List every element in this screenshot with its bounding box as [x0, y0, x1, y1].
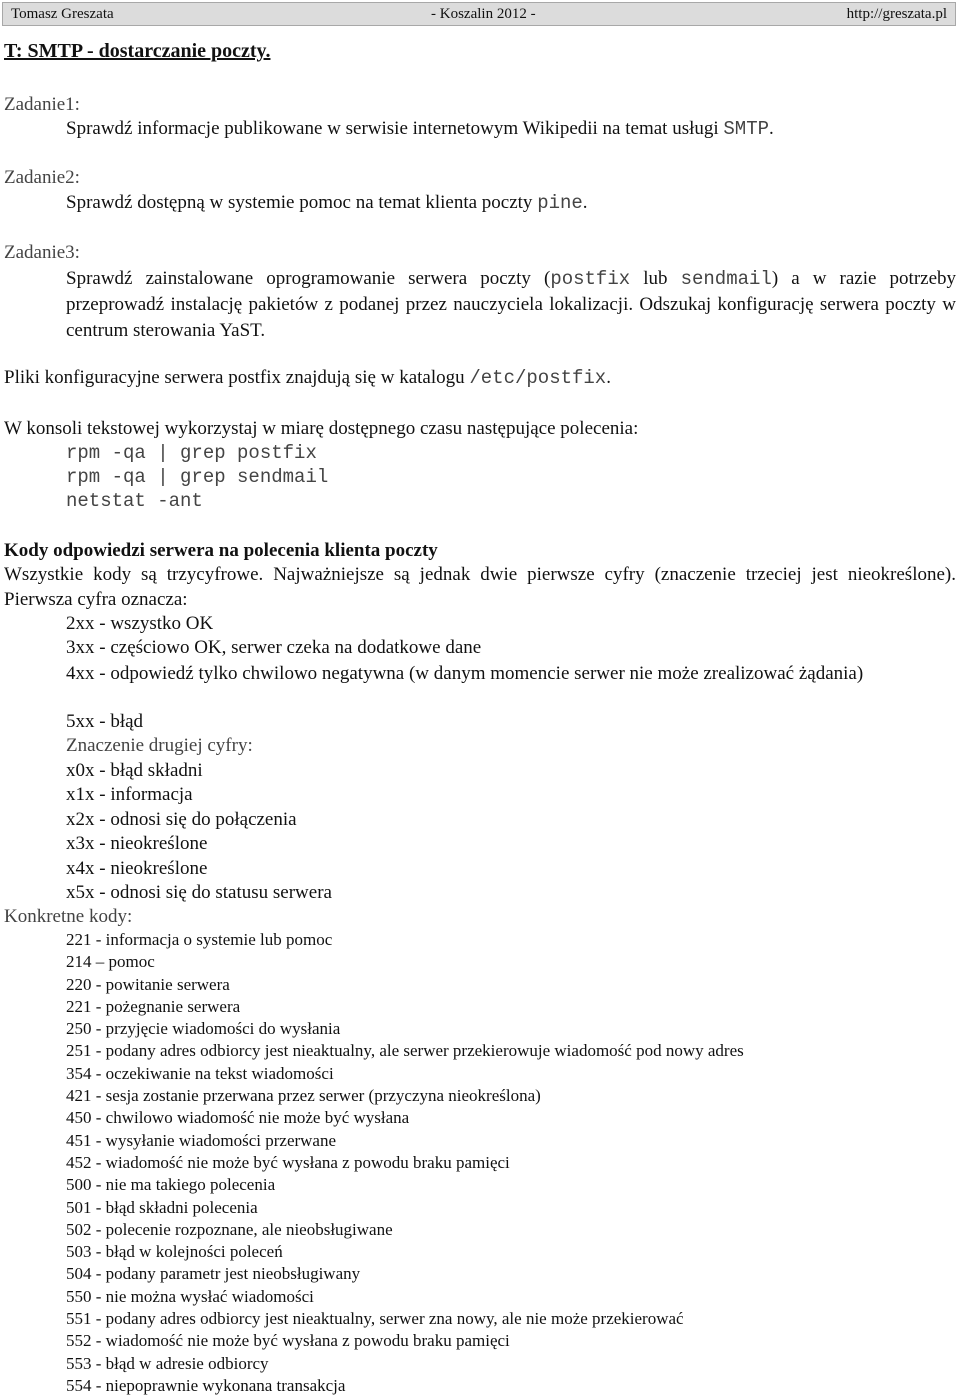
code-item: 502 - polecenie rozpoznane, ale nieobsługiwane	[66, 1219, 393, 1239]
config-text	[4, 367, 611, 389]
console-intro: W konsoli tekstowej wykorzystaj w miarę dostępnego czasu następujące polecenia:	[4, 418, 639, 439]
first-digit-item: 3xx - częściowo OK, serwer czeka na dodatkowe dane	[66, 637, 482, 658]
task3-label: Zadanie3:	[4, 242, 80, 263]
second-digit-item: x3x - nieokreślone	[66, 833, 208, 854]
config-path: /etc/postfix	[469, 367, 607, 389]
task3-code-sendmail: sendmail	[680, 268, 772, 290]
code-item: 251 - podany adres odbiorcy jest nieaktualny, ale serwer przekierowuje wiadomość pod nowy adres	[66, 1041, 744, 1061]
header-author: Tomasz Greszata	[11, 6, 114, 22]
code-item: 220 - powitanie serwera	[66, 974, 230, 994]
second-digit-item: x4x - nieokreślone	[66, 858, 208, 879]
code-item: 450 - chwilowo wiadomość nie może być wysłana	[66, 1108, 410, 1128]
command-1: rpm -qa | grep postfix	[66, 442, 317, 464]
code-item: 501 - błąd składni polecenia	[66, 1197, 258, 1217]
task2-code: pine	[537, 192, 583, 214]
code-item: 503 - błąd w kolejności poleceń	[66, 1242, 283, 1262]
code-item: 250 - przyjęcie wiadomości do wysłania	[66, 1019, 341, 1039]
document-title: T: SMTP - dostarczanie poczty.	[4, 40, 271, 62]
code-item: 354 - oczekiwanie na tekst wiadomości	[66, 1063, 334, 1083]
codes-heading: Kody odpowiedzi serwera na polecenia klienta poczty	[4, 540, 438, 561]
code-item: 221 - informacja o systemie lub pomoc	[66, 930, 333, 949]
specific-codes-heading: Konkretne kody:	[4, 906, 133, 927]
second-digit-item: x1x - informacja	[66, 784, 193, 805]
task3-part2: lub	[630, 268, 681, 289]
task3-text	[66, 266, 956, 344]
task3-part3: ) a w razie potrzeby przeprowadź instalację pakietów z podanej przez nauczyciela lokalizacji. Odszukaj konfigurację serwera poczty w centrum sterowania YaST.	[66, 268, 957, 341]
second-digit-item: x2x - odnosi się do połączenia	[66, 809, 297, 830]
task3-part1: Sprawdź zainstalowane oprogramowanie serwera poczty (	[66, 268, 551, 289]
config-tail: .	[606, 367, 611, 388]
code-item: 554 - niepoprawnie wykonana transakcja	[66, 1375, 346, 1395]
first-digit-item: 2xx - wszystko OK	[66, 613, 214, 634]
task1-tail: .	[769, 118, 774, 139]
code-item: 500 - nie ma takiego polecenia	[66, 1175, 276, 1195]
task1-code: SMTP	[723, 118, 770, 140]
second-digit-heading: Znaczenie drugiej cyfry:	[66, 735, 253, 756]
code-item: 550 - nie można wysłać wiadomości	[66, 1286, 314, 1306]
second-digit-item: x0x - błąd składni	[66, 760, 203, 781]
task1-label: Zadanie1:	[4, 94, 80, 115]
command-2: rpm -qa | grep sendmail	[66, 466, 329, 488]
code-item: 553 - błąd w adresie odbiorcy	[66, 1353, 269, 1373]
task2-body: Sprawdź dostępną w systemie pomoc na temat klienta poczty	[66, 192, 538, 213]
task1-body: Sprawdź informacje publikowane w serwisie internetowym Wikipedii na temat usługi	[66, 118, 724, 139]
code-item: 504 - podany parametr jest nieobsługiwany	[66, 1264, 361, 1284]
first-digit-item: 5xx - błąd	[66, 711, 144, 732]
task2-text	[66, 192, 588, 214]
specific-codes-list	[66, 929, 744, 1397]
code-item: 552 - wiadomość nie może być wysłana z powodu braku pamięci	[66, 1331, 510, 1351]
header-url: http://greszata.pl	[846, 6, 947, 22]
code-item: 451 - wysyłanie wiadomości przerwane	[66, 1130, 337, 1150]
task3-code-postfix: postfix	[550, 268, 631, 290]
config-body: Pliki konfiguracyjne serwera postfix znajdują się w katalogu	[4, 367, 470, 388]
code-item: 421 - sesja zostanie przerwana przez serwer (przyczyna nieokreślona)	[66, 1086, 541, 1106]
second-digit-item: x5x - odnosi się do statusu serwera	[66, 882, 332, 903]
header-place: - Koszalin 2012 -	[431, 6, 536, 22]
page-header	[2, 2, 956, 26]
code-item: 221 - pożegnanie serwera	[66, 996, 241, 1016]
command-3: netstat -ant	[66, 490, 203, 512]
task1-text	[66, 118, 774, 140]
task2-label: Zadanie2:	[4, 167, 80, 188]
code-item: 551 - podany adres odbiorcy jest nieaktualny, serwer zna nowy, ale nie może przekierować	[66, 1309, 684, 1329]
codes-intro: Wszystkie kody są trzycyfrowe. Najważniejsze są jednak dwie pierwsze cyfry (znaczenie trzeciej jest nieokreślone). Pierwsza cyfra oznacza:	[4, 564, 956, 610]
code-item: 452 - wiadomość nie może być wysłana z powodu braku pamięci	[66, 1152, 510, 1172]
code-item: 214 – pomoc	[66, 952, 155, 972]
first-digit-item: 4xx - odpowiedź tylko chwilowo negatywna (w danym momencie serwer nie może zrealizować żądania)	[66, 663, 864, 684]
task2-tail: .	[582, 192, 588, 213]
